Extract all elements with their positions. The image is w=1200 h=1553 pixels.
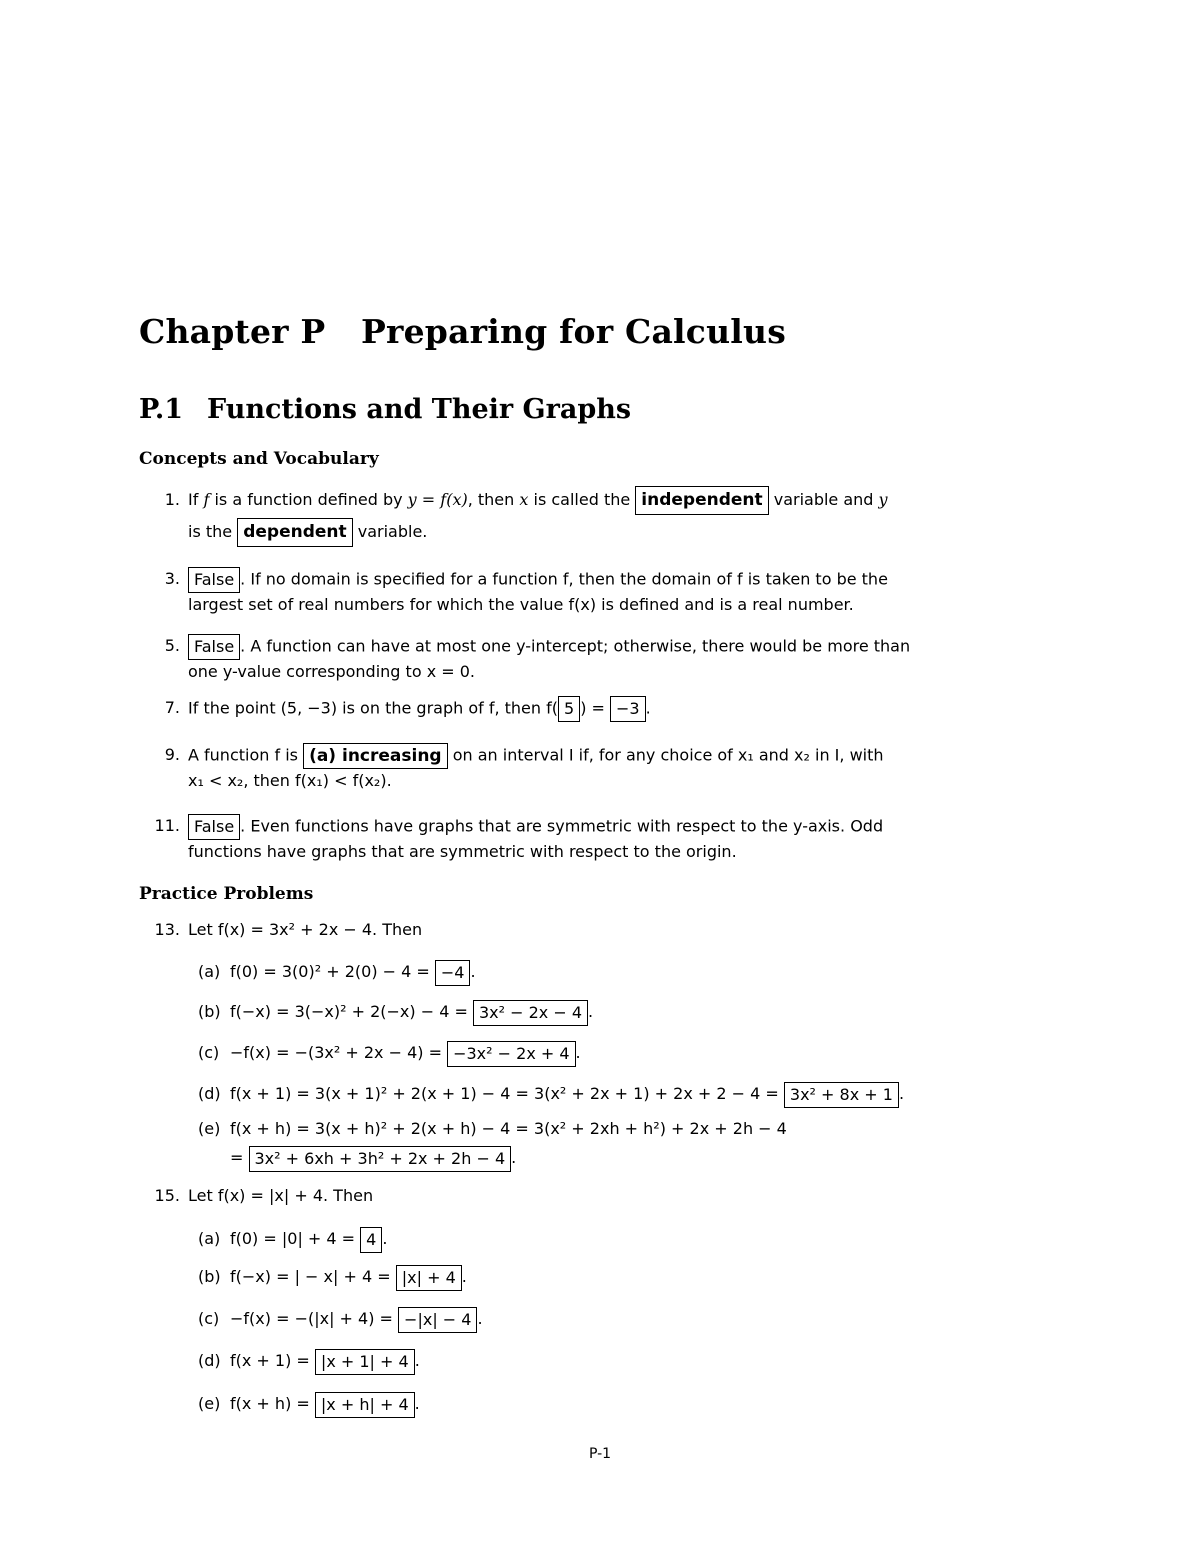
answer-box: dependent — [237, 518, 352, 547]
answer-box: |x| + 4 — [396, 1265, 462, 1291]
sub-item-15e: (e) f(x + h) = |x + h| + 4 . — [198, 1391, 420, 1418]
section-number: P.1 — [139, 394, 184, 425]
exercise-11: 11. False . Even functions have graphs that are symmetric with respect to the y-axis. Odd functions have graphs that are symmetric with respect to the origin. — [150, 814, 965, 863]
sub-item-15d: (d) f(x + 1) = |x + 1| + 4 . — [198, 1348, 420, 1375]
exercise-number: 1. — [164, 490, 180, 509]
sub-item-15b: (b) f(−x) = | − x| + 4 = |x| + 4 . — [198, 1264, 467, 1291]
answer-box: 3x² + 8x + 1 — [784, 1082, 899, 1108]
sub-item-13c: (c) −f(x) = −(3x² + 2x − 4) = −3x² − 2x + 4 . — [198, 1040, 581, 1067]
page-number: P-1 — [588, 1446, 612, 1462]
section-name: Functions and Their Graphs — [207, 394, 632, 425]
sub-item-13b: (b) f(−x) = 3(−x)² + 2(−x) − 4 = 3x² − 2x − 4 . — [198, 999, 593, 1026]
exercise-5: 5. False . A function can have at most one y-intercept; otherwise, there would be more than one y-value corresponding to x = 0. — [150, 634, 965, 683]
answer-box: False — [188, 567, 240, 593]
exercise-number: 15. — [154, 1186, 180, 1205]
exercise-line: If f is a function defined by y = f(x), then x is called the independent variable and y — [188, 484, 965, 516]
exercise-3: 3. False . If no domain is specified for a function f, then the domain of f is taken to be the largest set of real numbers for which the value f(x) is defined and is a real number. — [150, 567, 965, 616]
sub-item-13d: (d) f(x + 1) = 3(x + 1)² + 2(x + 1) − 4 = 3(x² + 2x + 1) + 2x + 2 − 4 = 3x² + 8x + 1 . — [198, 1081, 904, 1108]
answer-box: −3 — [610, 696, 646, 722]
answer-box: −4 — [435, 960, 471, 986]
answer-box: (a) increasing — [303, 743, 448, 769]
exercise-number: 3. — [164, 569, 180, 588]
answer-box: False — [188, 634, 240, 660]
answer-box: independent — [635, 486, 768, 515]
sub-item-15a: (a) f(0) = |0| + 4 = 4 . — [198, 1226, 387, 1253]
exercise-number: 11. — [154, 816, 180, 835]
exercise-13: 13. Let f(x) = 3x² + 2x − 4. Then — [150, 918, 965, 941]
exercise-1 — [150, 484, 965, 548]
answer-box: −|x| − 4 — [398, 1307, 477, 1333]
answer-box: 3x² − 2x − 4 — [473, 1000, 588, 1026]
exercise-7: 7. If the point (5, −3) is on the graph of f, then f( 5 ) = −3 . — [150, 696, 965, 722]
answer-box: |x + 1| + 4 — [315, 1349, 415, 1375]
chapter-title — [139, 312, 786, 351]
exercise-number: 7. — [164, 698, 180, 717]
exercise-9: 9. A function f is (a) increasing on an interval I if, for any choice of x₁ and x₂ in I, with x₁ < x₂, then f(x₁) < f(x₂). — [150, 743, 965, 792]
section-title — [139, 394, 631, 425]
sub-item-13e: (e) f(x + h) = 3(x + h)² + 2(x + h) − 4 = 3(x² + 2xh + h²) + 2x + 2h − 4 — [198, 1119, 787, 1138]
sub-item-13a: (a) f(0) = 3(0)² + 2(0) − 4 = −4 . — [198, 959, 476, 986]
answer-box: −3x² − 2x + 4 — [447, 1041, 575, 1067]
answer-box: False — [188, 814, 240, 840]
chapter-name: Preparing for Calculus — [361, 312, 786, 351]
sub-item-13e-answer: = 3x² + 6xh + 3h² + 2x + 2h − 4 . — [230, 1145, 516, 1172]
exercise-15: 15. Let f(x) = |x| + 4. Then — [150, 1184, 965, 1207]
exercise-line: is the dependent variable. — [188, 516, 965, 548]
answer-box: |x + h| + 4 — [315, 1392, 415, 1418]
practice-heading: Practice Problems — [139, 884, 314, 904]
answer-box: 3x² + 6xh + 3h² + 2x + 2h − 4 — [249, 1146, 512, 1172]
exercise-number: 13. — [154, 920, 180, 939]
concepts-heading: Concepts and Vocabulary — [139, 449, 379, 469]
exercise-number: 9. — [164, 745, 180, 764]
chapter-label: Chapter P — [139, 312, 326, 351]
sub-item-15c: (c) −f(x) = −(|x| + 4) = −|x| − 4 . — [198, 1306, 483, 1333]
exercise-number: 5. — [164, 636, 180, 655]
answer-box: 5 — [558, 696, 580, 722]
answer-box: 4 — [360, 1227, 382, 1253]
